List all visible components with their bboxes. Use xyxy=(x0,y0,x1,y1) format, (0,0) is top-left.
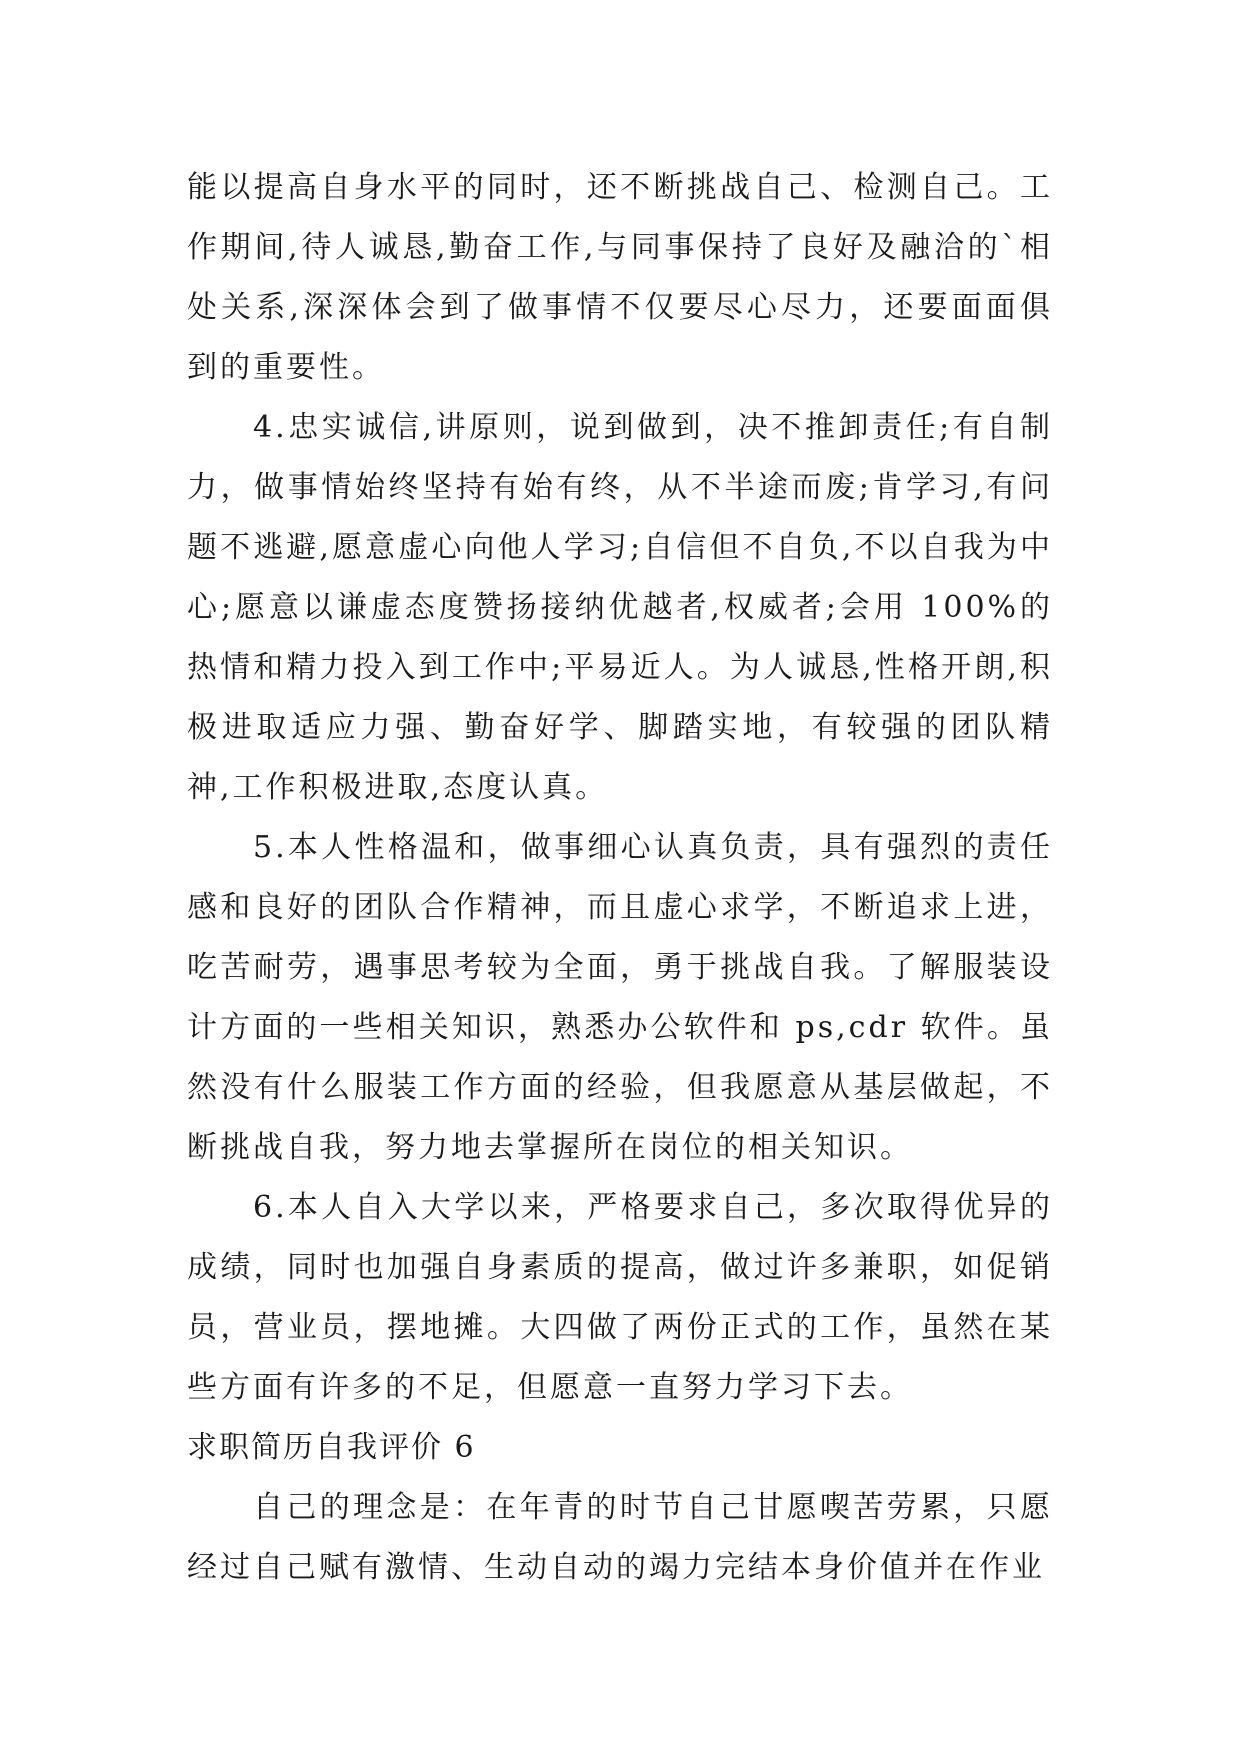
paragraph-item-4: 4.忠实诚信,讲原则，说到做到，决不推卸责任;有自制力，做事情始终坚持有始有终，从不半途而废;肯学习,有问题不逃避,愿意虚心向他人学习;自信但不自负,不以自我为中心;愿意以谦虚态度赞扬接纳优越者,权威者;会用 100%的热情和精力投入到工作中;平易近人。为人诚恳,性格开朗,积极进取适应力强、勤奋好学、脚踏实地，有较强的团队精神,工作积极进取,态度认真。 xyxy=(187,410,1053,805)
document-body xyxy=(187,158,1053,1598)
section-paragraph: 自己的理念是：在年青的时节自己甘愿喫苦劳累，只愿经过自己赋有激情、生动自动的竭力完结本身价值并在作业 xyxy=(187,1490,1053,1585)
paragraph-item-6: 6.本人自入大学以来，严格要求自己，多次取得优异的成绩，同时也加强自身素质的提高，做过许多兼职，如促销员，营业员，摆地摊。大四做了两份正式的工作，虽然在某些方面有许多的不足，但愿意一直努力学习下去。 xyxy=(187,1190,1053,1405)
section-heading: 求职简历自我评价 6 xyxy=(187,1430,476,1465)
paragraph-item-5: 5.本人性格温和，做事细心认真负责，具有强烈的责任感和良好的团队合作精神，而且虚心求学，不断追求上进，吃苦耐劳，遇事思考较为全面，勇于挑战自我。了解服装设计方面的一些相关知识，熟悉办公软件和 ps,cdr 软件。虽然没有什么服装工作方面的经验，但我愿意从基层做起，不断挑战自我，努力地去掌握所在岗位的相关知识。 xyxy=(187,830,1053,1165)
paragraph-continuation: 能以提高自身水平的同时，还不断挑战自己、检测自己。工作期间,待人诚恳,勤奋工作,与同事保持了良好及融洽的`相处关系,深深体会到了做事情不仅要尽心尽力，还要面面俱到的重要性。 xyxy=(187,170,1053,385)
